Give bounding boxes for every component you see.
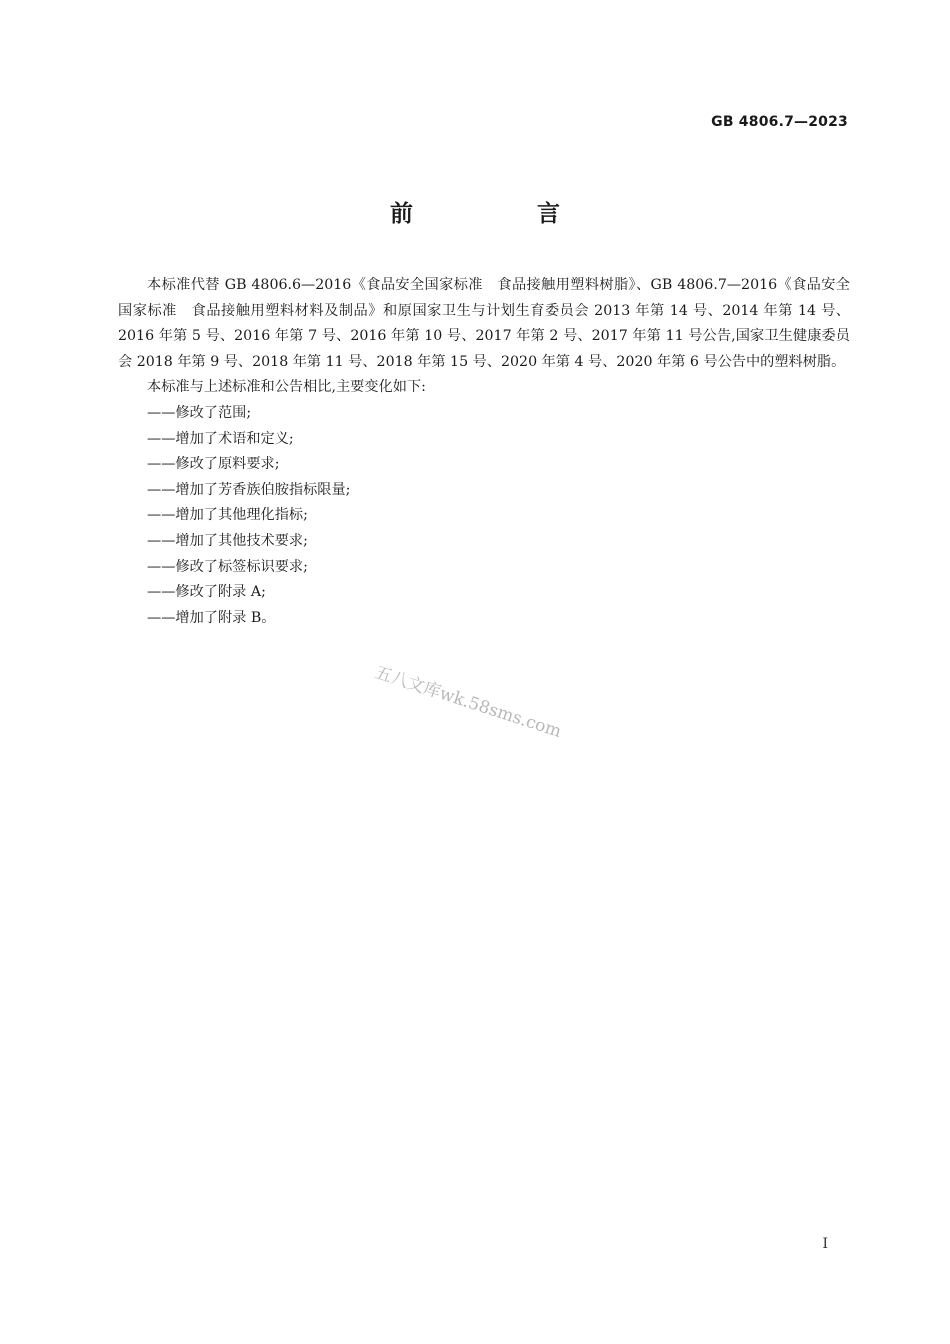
changes-list	[118, 401, 850, 631]
changes-intro-paragraph: 本标准与上述标准和公告相比,主要变化如下:	[147, 379, 426, 396]
list-item: ——增加了其他理化指标;	[147, 507, 308, 524]
replacement-paragraph: 本标准代替 GB 4806.6—2016《食品安全国家标准 食品接触用塑料树脂》、GB 4806.7—2016《食品安全国家标准 食品接触用塑料材料及制品》和原国家卫生与计划生育委员会 2013 年第 14 号、2014 年第 14 号、2016 年第 5 号、2016 年第 7 号、2016 年第 10 号、2017 年第 2 号、2017 年第 11 号公告,国家卫生健康委员会 2018 年第 9 号、2018 年第 11 号、2018 年第 15 号、2020 年第 4 号、2020 年第 6 号公告中的塑料树脂。	[118, 277, 850, 370]
list-item: ——修改了范围;	[147, 404, 252, 421]
list-item: ——修改了附录 A;	[147, 584, 266, 601]
page-title: 前 言	[389, 201, 618, 227]
page-number: I	[822, 1236, 828, 1252]
list-item: ——增加了其他技术要求;	[147, 532, 308, 549]
standard-number: GB 4806.7—2023	[711, 114, 848, 130]
document-body	[118, 273, 850, 631]
list-item: ——修改了原料要求;	[147, 456, 280, 473]
list-item: ——增加了芳香族伯胺指标限量;	[147, 481, 351, 498]
watermark: 五八文库wk.58sms.com	[372, 662, 564, 742]
list-item: ——修改了标签标识要求;	[147, 558, 308, 575]
list-item: ——增加了术语和定义;	[147, 430, 294, 447]
list-item: ——增加了附录 B。	[147, 609, 276, 626]
